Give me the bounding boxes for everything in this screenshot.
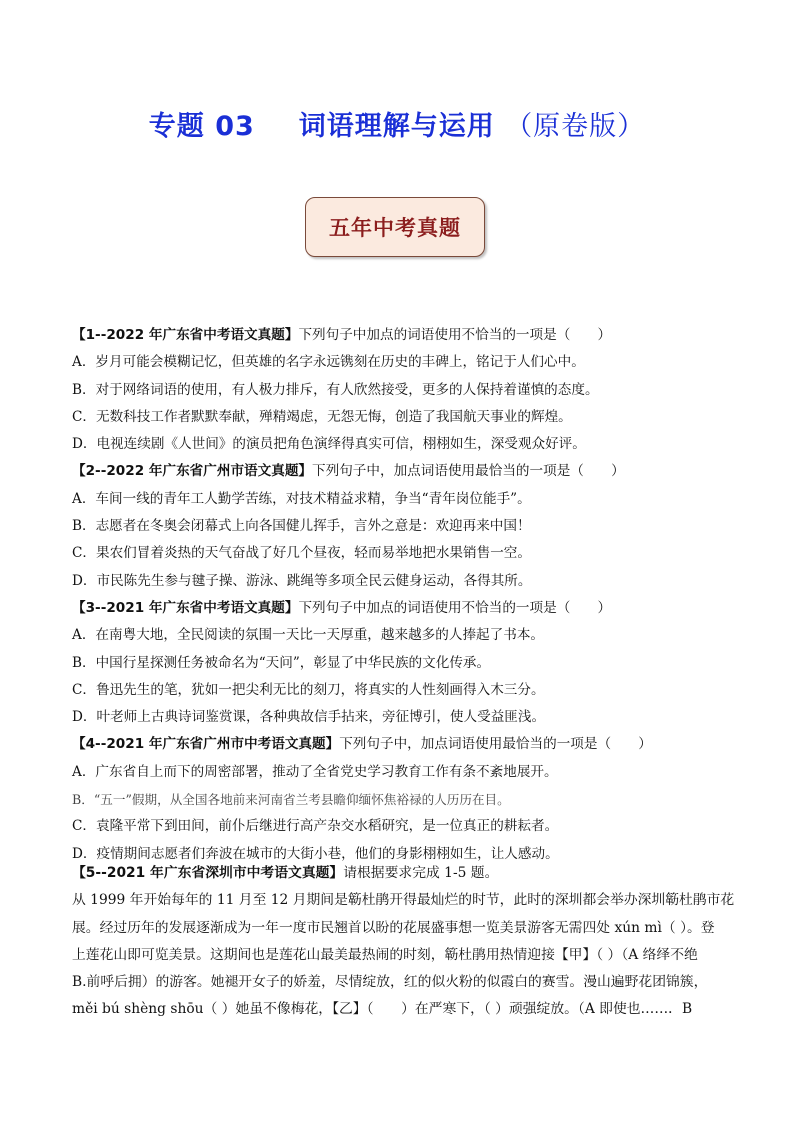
question-source: 【1--2022 年广东省中考语文真题】	[72, 327, 299, 343]
option: A．岁月可能会模糊记忆，但英雄的名字永远镌刻在历史的丰碑上，铭记于人们心中。	[72, 354, 585, 371]
question-heading	[72, 322, 732, 349]
question-stem: 下列句子中加点的词语使用不恰当的一项是（ ）	[298, 599, 612, 616]
question-source: 【2--2022 年广东省广州市语文真题】	[72, 463, 313, 480]
question-stem: 下列句子中，加点词语使用最恰当的一项是（ ）	[339, 736, 652, 753]
question-stem: 请根据要求完成 1-5 题。	[343, 865, 499, 881]
section-badge-label: 五年中考真题	[329, 215, 461, 240]
option: D．疫情期间志愿者们奔波在城市的大街小巷，他们的身影栩栩如生，让人感动。	[72, 845, 559, 862]
question-5-passage	[72, 860, 735, 1024]
passage-line: 从 1999 年开始每年的 11 月至 12 月期间是簕杜鹃开得最灿烂的时节，此时的深圳都会举办深圳簕杜鹃市花	[72, 892, 735, 909]
option: A．车间一线的青年工人勤学苦练，对技术精益求精，争当“青年岗位能手”。	[72, 490, 531, 507]
question-heading	[72, 860, 732, 887]
passage-line: 展。经过历年的发展逐渐成为一年一度市民翘首以盼的花展盛事想一览美景游客无需四处 xún mì（ ）。登	[72, 919, 715, 936]
option: B．对于网络词语的使用，有人极力排斥，有人欣然接受，更多的人保持着谨慎的态度。	[72, 381, 599, 398]
title-number: 专题 03	[148, 111, 255, 142]
passage-line: měi bú shèng shōu（ ）她虽不像梅花，【乙】（ ）在严寒下，（ ）顽强绽放。（A 即使也……．B	[72, 1001, 693, 1018]
questions-area	[72, 322, 732, 868]
question-stem: 下列句子中加点的词语使用不恰当的一项是（ ）	[298, 327, 612, 343]
passage-line: B.前呼后拥）的游客。她褪开女子的娇羞，尽情绽放，红的似火粉的似霞白的赛雪。漫山遍野花团锦簇，	[72, 974, 708, 991]
passage-line: 上莲花山即可览美景。这期间也是莲花山最美最热闹的时刻，簕杜鹃用热情迎接【甲】（ ）（A 络绎不绝	[72, 946, 698, 963]
question-heading	[72, 595, 732, 622]
option: B．志愿者在冬奥会闭幕式上向各国健儿挥手，言外之意是：欢迎再来中国！	[72, 518, 531, 535]
option: C．袁隆平常下到田间，前仆后继进行高产杂交水稻研究，是一位真正的耕耘者。	[72, 818, 559, 835]
document-title	[0, 104, 794, 143]
question-source: 【3--2021 年广东省中考语文真题】	[72, 599, 299, 616]
option: A．广东省自上而下的周密部署，推动了全省党史学习教育工作有条不紊地展开。	[72, 763, 558, 780]
title-main: 词语理解与运用	[298, 111, 495, 142]
option: C．果农们冒着炎热的天气奋战了好几个昼夜，轻而易举地把水果销售一空。	[72, 545, 531, 562]
option: C．无数科技工作者默默奉献，殚精竭虑，无怨无悔，创造了我国航天事业的辉煌。	[72, 408, 572, 425]
option: D．电视连续剧《人世间》的演员把角色演绎得真实可信，栩栩如生，深受观众好评。	[72, 436, 586, 453]
option: B．“五一”假期，从全国各地前来河南省兰考县瞻仰缅怀焦裕禄的人历历在目。	[72, 792, 510, 808]
option: C．鲁迅先生的笔，犹如一把尖利无比的刻刀，将真实的人性刻画得入木三分。	[72, 681, 545, 698]
option: D．市民陈先生参与毽子操、游泳、跳绳等多项全民云健身运动，各得其所。	[72, 572, 532, 589]
question-heading	[72, 458, 732, 485]
question-source: 【5--2021 年广东省深圳市中考语文真题】	[72, 865, 344, 881]
option: D．叶老师上古典诗词鉴赏课，各种典故信手拈来，旁征博引，使人受益匪浅。	[72, 709, 546, 726]
option: A．在南粤大地，全民阅读的氛围一天比一天厚重，越来越多的人捧起了书本。	[72, 627, 545, 644]
option: B．中国行星探测任务被命名为“天问”，彰显了中华民族的文化传承。	[72, 654, 491, 671]
question-stem: 下列句子中，加点词语使用最恰当的一项是（ ）	[312, 463, 625, 480]
question-heading	[72, 731, 732, 758]
question-source: 【4--2021 年广东省广州市中考语文真题】	[72, 736, 340, 753]
section-badge	[305, 197, 485, 257]
title-suffix: （原卷版）	[505, 111, 646, 142]
